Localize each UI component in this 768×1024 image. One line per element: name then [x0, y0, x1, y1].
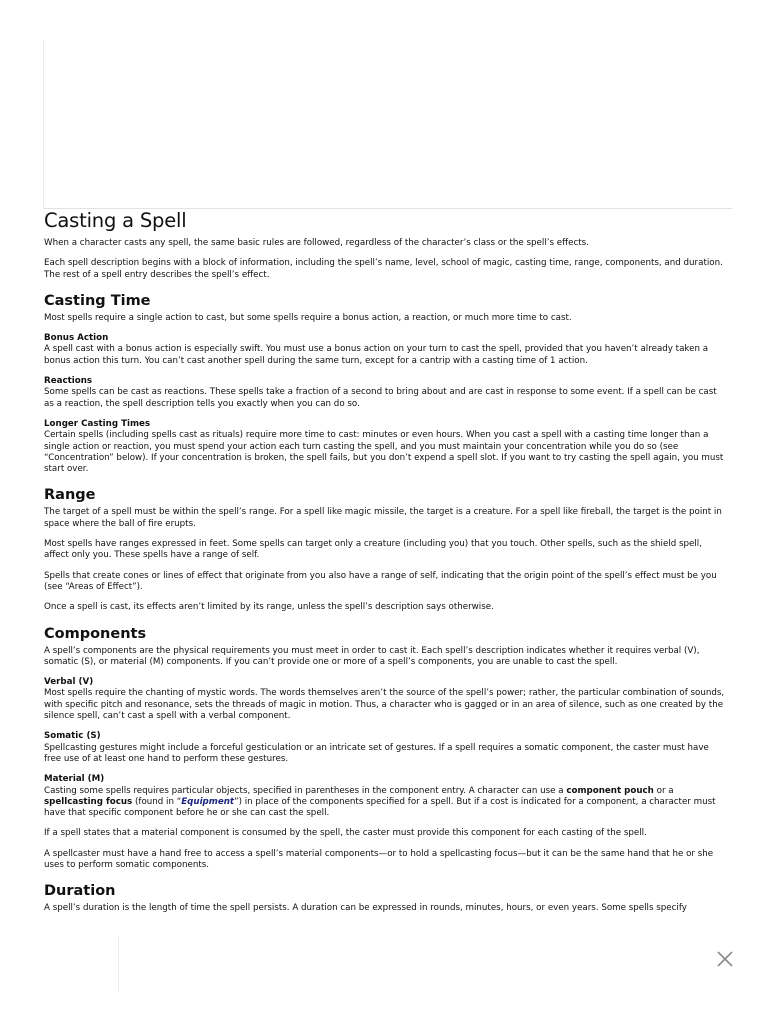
range-paragraph: Once a spell is cast, its effects aren’t limited by its range, unless the spell’s description says otherwise. [44, 602, 494, 613]
subsection-title: Material (M) [44, 774, 105, 785]
subsection-somatic [44, 731, 726, 765]
subsection-longer-casting-times [44, 419, 726, 475]
subsection-text: A spell cast with a bonus action is especially swift. You must use a bonus action on your turn to cast the spell, provided that you haven’t already taken a bonus action this turn. You can’t cast another spell during the same turn, except for a cantrip with a casting time of 1 action. [44, 344, 709, 366]
subsection-title: Reactions [44, 376, 93, 387]
text-run: ”) in place of the components specified for a spell. But if a cost is indicated for a component, a character must have that specific component before he or she can cast the spell. [44, 796, 716, 819]
section-heading-duration: Duration [44, 883, 116, 900]
duration-intro: A spell’s duration is the length of time the spell persists. A duration can be expressed in rounds, minutes, hours, or even years. Some spells specify [44, 903, 687, 914]
text-run: (found in “ [132, 796, 182, 807]
page-title: Casting a Spell [44, 209, 187, 232]
intro-paragraph: Each spell description begins with a block of information, including the spell’s name, level, school of magic, casting time, range, components, and duration. The rest of a spell entry describes the spell’s effect. [44, 258, 723, 280]
close-icon [714, 948, 736, 970]
subsection-title: Longer Casting Times [44, 418, 151, 429]
subsection-text [44, 786, 726, 820]
subsection-title: Somatic (S) [44, 731, 101, 742]
subsection-bonus-action [44, 333, 726, 367]
subsection-verbal [44, 677, 726, 722]
subsection-text: Some spells can be cast as reactions. These spells take a fraction of a second to bring about and are cast in response to some event. If a spell can be cast as a reaction, the spell description tells you exactly when you can do so. [44, 387, 717, 409]
subsection-title: Verbal (V) [44, 677, 94, 688]
casting-time-intro: Most spells require a single action to cast, but some spells require a bonus action, a reaction, or much more time to cast. [44, 312, 572, 323]
footer-divider [118, 936, 119, 992]
components-intro: A spell’s components are the physical requirements you must meet in order to cast it. Each spell’s description indicates whether it requires verbal (V), somatic (S), or material (M) components. If you can’t provide one or more of a spell’s components, you are unable to cast the spell. [44, 645, 700, 667]
subsection-material [44, 774, 726, 819]
section-heading-components: Components [44, 625, 147, 642]
range-paragraph: Most spells have ranges expressed in feet. Some spells can target only a creature (including you) that you touch. Other spells, such as the shield spell, affect only you. These spells have a range of self. [44, 539, 702, 561]
components-paragraph: If a spell states that a material component is consumed by the spell, the caster must provide this component for each casting of the spell. [44, 828, 647, 839]
subsection-text: Certain spells (including spells cast as rituals) require more time to cast: minutes or even hours. When you cast a spell with a casting time longer than a single action or reaction, you must spend your action each turn casting the spell, and you must maintain your concentration while you do so (see “Concentration” below). If your concentration is broken, the spell fails, but you don’t expend a spell slot. If you want to try casting the spell again, you must start over. [44, 430, 724, 475]
text-run: or a [653, 785, 674, 796]
range-paragraph: Spells that create cones or lines of effect that originate from you also have a range of self, indicating that the origin point of the spell’s effect must be you (see “Areas of Effect”). [44, 570, 717, 592]
frame-left-border [43, 40, 44, 208]
component-pouch-term: component pouch [566, 785, 654, 796]
equipment-link[interactable]: Equipment [181, 796, 235, 807]
section-heading-casting-time: Casting Time [44, 292, 151, 309]
text-run: Casting some spells requires particular objects, specified in parentheses in the component entry. A character can use a [44, 785, 567, 796]
subsection-text: Spellcasting gestures might include a forceful gesticulation or an intricate set of gestures. If a spell requires a somatic component, the caster must have free use of at least one hand to perform these gestures. [44, 742, 709, 764]
components-paragraph: A spellcaster must have a hand free to access a spell’s material components—or to hold a spellcasting focus—but it can be the same hand that he or she uses to perform somatic components. [44, 848, 714, 870]
section-heading-range: Range [44, 487, 96, 504]
intro-paragraph: When a character casts any spell, the same basic rules are followed, regardless of the character’s class or the spell’s effects. [44, 238, 589, 248]
range-paragraph: The target of a spell must be within the spell’s range. For a spell like magic missile, the target is a creature. For a spell like fireball, the target is the point in space where the ball of fire erupts. [44, 507, 722, 529]
close-button[interactable] [714, 948, 736, 970]
subsection-text: Most spells require the chanting of mystic words. The words themselves aren’t the source of the spell’s power; rather, the particular combination of sounds, with specific pitch and resonance, sets the threads of magic in motion. Thus, a character who is gagged or in an area of silence, such as one created by the silence spell, can’t cast a spell with a verbal component. [44, 688, 725, 722]
article [44, 207, 726, 932]
spellcasting-focus-term: spellcasting focus [44, 796, 133, 807]
subsection-title: Bonus Action [44, 333, 109, 344]
subsection-reactions [44, 376, 726, 410]
